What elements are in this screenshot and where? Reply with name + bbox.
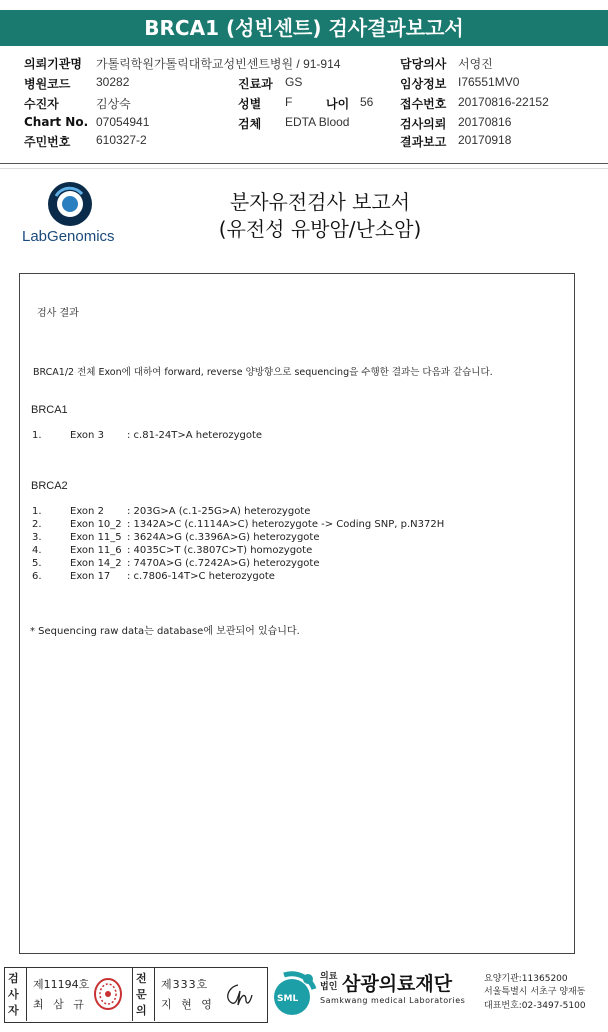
- clinical-value: I76551MV0: [458, 75, 520, 89]
- dept-label: 진료과: [238, 77, 273, 91]
- footer: [0, 963, 608, 1032]
- row-result: : 1342A>C (c.1114A>C) heterozygote -> Coding SNP, p.N372H: [127, 519, 445, 530]
- section-title: 검사 결과: [37, 308, 79, 319]
- specialist-divider: [154, 967, 155, 1021]
- institution-label: 의뢰기관명: [24, 57, 82, 71]
- brca2-row: [32, 558, 552, 572]
- seal-stamp-icon: [93, 977, 123, 1011]
- institution-value: 가톨릭학원가톨릭대학교성빈센트병원 / 91-914: [96, 57, 341, 71]
- org-info-code: 요양기관:11365200: [484, 974, 568, 984]
- org-info-phone: 대표번호:02-3497-5100: [484, 1001, 586, 1011]
- header-divider-light: [0, 168, 608, 169]
- row-exon: Exon 11_6: [70, 545, 122, 556]
- specialist-number: 제333호: [161, 978, 209, 991]
- hospital-code-label: 병원코드: [24, 77, 71, 91]
- specimen-label: 검체: [238, 117, 262, 131]
- row-number: 1.: [32, 430, 42, 441]
- row-result: : c.7806-14T>C heterozygote: [127, 571, 275, 582]
- doctor-label: 담당의사: [400, 57, 447, 71]
- reception-value: 20170816-22152: [458, 95, 549, 109]
- brca2-title: BRCA2: [31, 480, 68, 492]
- signature-icon: [222, 981, 260, 1009]
- row-number: 1.: [32, 506, 42, 517]
- row-exon: Exon 2: [70, 506, 104, 517]
- row-number: 6.: [32, 571, 42, 582]
- intro-text: BRCA1/2 전체 Exon에 대하여 forward, reverse 양방향으로 sequencing을 수행한 결과는 다음과 같습니다.: [33, 367, 493, 378]
- row-exon: Exon 11_5: [70, 532, 122, 543]
- logo-text: LabGenomics: [22, 228, 115, 245]
- org-name: 삼광의료재단: [342, 973, 453, 995]
- org-english-name: Samkwang medical Laboratories: [320, 996, 466, 1005]
- hospital-code-value: 30282: [96, 75, 130, 89]
- specimen-value: EDTA Blood: [285, 115, 350, 129]
- org-info-address: 서울특별시 서초구 양재동: [484, 987, 586, 997]
- brca2-row: [32, 545, 552, 559]
- row-exon: Exon 14_2: [70, 558, 122, 569]
- examiner-label: 검사자: [8, 972, 19, 1017]
- row-number: 5.: [32, 558, 42, 569]
- row-number: 2.: [32, 519, 42, 530]
- examiner-divider: [26, 967, 27, 1021]
- age-value: 56: [360, 95, 374, 109]
- result-date-value: 20170918: [458, 133, 512, 147]
- request-value: 20170816: [458, 115, 512, 129]
- request-label: 검사의뢰: [400, 117, 447, 131]
- row-number: 4.: [32, 545, 42, 556]
- clinical-label: 임상정보: [400, 77, 447, 91]
- sml-logo-text: SML: [277, 994, 299, 1004]
- chart-value: 07054941: [96, 115, 150, 129]
- reception-label: 접수번호: [400, 97, 447, 111]
- row-exon: Exon 3: [70, 430, 104, 441]
- doc-title-main: 분자유전검사 보고서: [229, 190, 411, 214]
- header-divider: [0, 163, 608, 164]
- row-result: : 7470A>G (c.7242A>G) heterozygote: [127, 558, 320, 569]
- resident-value: 610327-2: [96, 133, 147, 147]
- row-result: : 3624A>G (c.3396A>G) heterozygote: [127, 532, 320, 543]
- row-result: : 203G>A (c.1-25G>A) heterozygote: [127, 506, 311, 517]
- sex-value: F: [285, 95, 293, 109]
- examiner-number: 제11194호: [33, 978, 90, 991]
- patient-label: 수진자: [24, 97, 59, 111]
- row-exon: Exon 17: [70, 571, 111, 582]
- brca2-row: [32, 519, 552, 533]
- brca1-title: BRCA1: [31, 404, 68, 416]
- row-result: : 4035C>T (c.3807C>T) homozygote: [127, 545, 313, 556]
- result-box: [19, 273, 575, 954]
- examiner-name: 최 삼 규: [33, 998, 87, 1011]
- resident-label: 주민번호: [24, 135, 71, 149]
- brca2-row: [32, 506, 552, 520]
- age-label: 나이: [326, 97, 350, 111]
- result-date-label: 결과보고: [400, 135, 447, 149]
- doctor-value: 서영진: [458, 57, 493, 71]
- report-title: BRCA1 (성빈센트) 검사결과보고서: [0, 10, 608, 46]
- row-number: 3.: [32, 532, 42, 543]
- brca1-row: [32, 430, 532, 444]
- specialist-label: 전문의: [136, 972, 147, 1017]
- row-exon: Exon 10_2: [70, 519, 122, 530]
- org-type: 의료법인: [320, 972, 338, 992]
- chart-label: Chart No.: [24, 115, 89, 129]
- brca2-row: [32, 532, 552, 546]
- row-result: : c.81-24T>A heterozygote: [127, 430, 263, 441]
- patient-value: 김상숙: [96, 97, 131, 111]
- raw-data-note: * Sequencing raw data는 database에 보관되어 있습니다.: [30, 626, 300, 637]
- sex-label: 성별: [238, 97, 262, 111]
- specialist-name: 지 현 영: [161, 998, 215, 1011]
- column-divider: [132, 967, 133, 1021]
- brca2-row: [32, 571, 552, 585]
- dept-value: GS: [285, 75, 303, 89]
- doc-title-sub: (유전성 유방암/난소암): [218, 217, 422, 241]
